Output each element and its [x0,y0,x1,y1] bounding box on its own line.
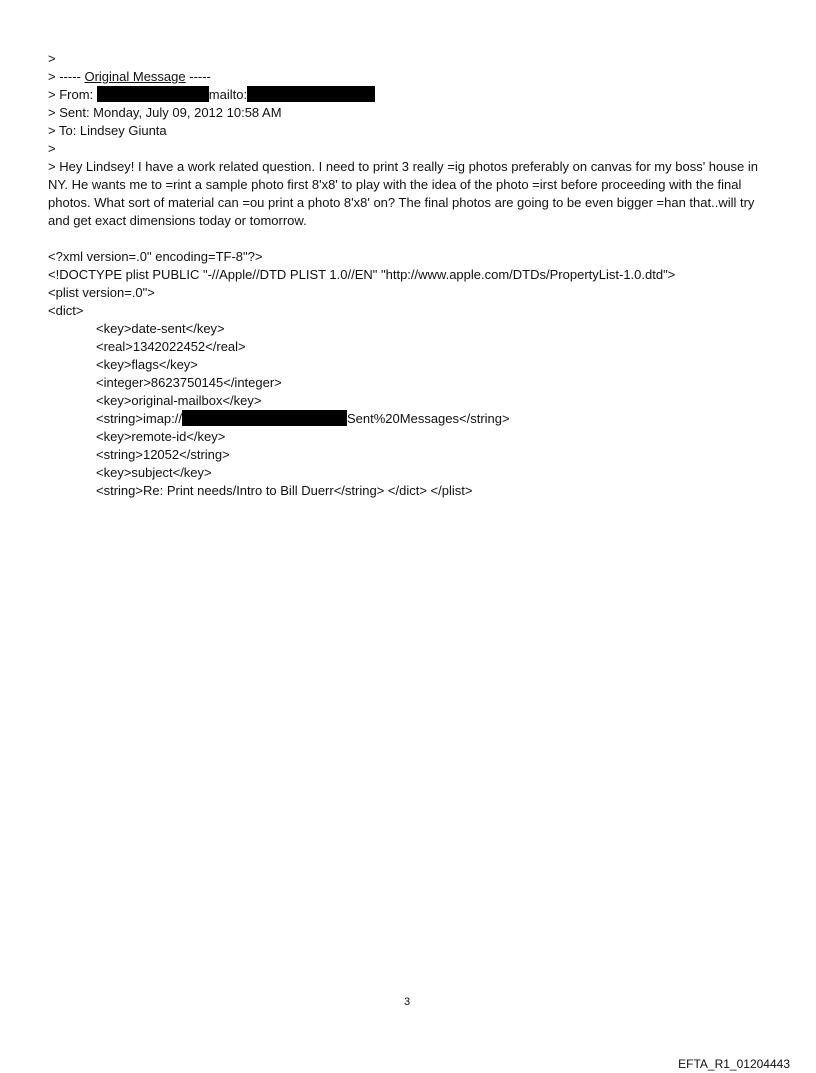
quote-marker: > [48,141,56,156]
original-message-label: Original Message [84,69,186,84]
key-flags: <key>flags</key> [96,357,198,372]
sent-line: > Sent: Monday, July 09, 2012 10:58 AM [48,105,282,120]
redaction-box [182,410,347,426]
plist-open: <plist version=.0"> [48,285,155,300]
string-imap [96,410,510,428]
key-original-mailbox: <key>original-mailbox</key> [96,393,262,408]
page-number: 3 [404,996,411,1008]
email-body: > Hey Lindsey! I have a work related question. I need to print 3 really =ig photos preferably on canvas for my boss' house in NY. He wants me to =rint a sample photo first 8'x8' to play with the idea of the photo =irst before proceeding with the final photos. What sort of material can =ou print a photo 8'x8' on? The final photos are going to be even bigger =han that..will try and get exact dimensions today or tomorrow. [48,159,758,228]
original-message-divider [48,68,211,86]
dict-open: <dict> [48,303,84,318]
doctype-line: <!DOCTYPE plist PUBLIC "-//Apple//DTD PLIST 1.0//EN" "http://www.apple.com/DTDs/PropertyList-1.0.dtd"> [48,267,676,282]
string-remote-id: <string>12052</string> [96,447,230,462]
xml-declaration: <?xml version=.0" encoding=TF-8"?> [48,249,263,264]
redaction-box [97,86,209,102]
to-line: > To: Lindsey Giunta [48,123,167,138]
integer-value: <integer>8623750145</integer> [96,375,282,390]
real-value: <real>1342022452</real> [96,339,246,354]
quote-marker: > [48,51,56,66]
key-subject: <key>subject</key> [96,465,212,480]
bates-number: EFTA_R1_01204443 [678,1057,790,1071]
from-line [48,86,375,104]
key-remote-id: <key>remote-id</key> [96,429,226,444]
redaction-box [247,86,375,102]
imap-prefix: <string>imap:// [96,411,182,426]
key-date-sent: <key>date-sent</key> [96,321,225,336]
divider-prefix: > ----- [48,69,85,84]
from-label: > From: [48,87,97,102]
from-mailto: mailto: [208,87,248,102]
imap-suffix: Sent%20Messages</string> [347,411,510,426]
string-subject: <string>Re: Print needs/Intro to Bill Duerr</string> </dict> </plist> [96,483,473,498]
divider-suffix: ----- [185,69,211,84]
